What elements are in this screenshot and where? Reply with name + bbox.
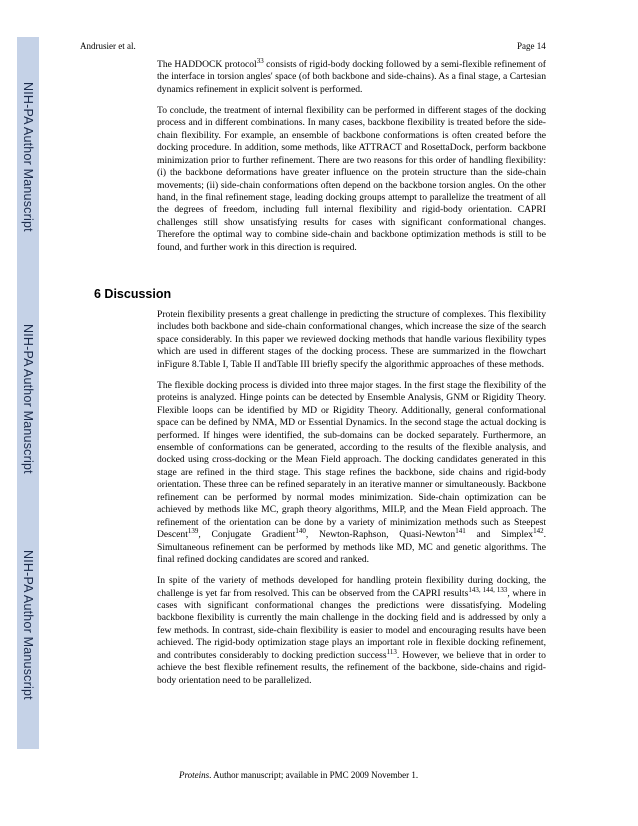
body-column-top <box>157 56 546 263</box>
paragraph-haddock <box>157 56 546 96</box>
paragraph-challenges <box>157 575 546 687</box>
paragraph-discussion-intro: Protein flexibility presents a great challenge in predicting the structure of complexes. This flexibility includes both backbone and side-chain conformational changes, which increase the size of the search space considerably. In this paper we reviewed docking methods that handle various flexibility types which are used in different stages of the docking process. These are summarized in the flowchart inFigure 8.Table I, Table II andTable III briefly specify the algorithmic approaches of these methods. <box>157 309 546 370</box>
text-run: In spite of the variety of methods developed for handling protein flexibility during docking, the challenge is yet far from resolved. This can be observed from the CAPRI results <box>157 575 546 599</box>
text-run: , Newton-Raphson, Quasi-Newton <box>305 529 456 541</box>
paragraph-conclusion: To conclude, the treatment of internal flexibility can be performed in different stages of the docking process and in different combinations. In many cases, backbone flexibility is treated before the side-chain flexibility. For example, an ensemble of backbone conformations is often created before the docking procedure. In addition, some methods, like ATTRACT and RosettaDock, perform backbone minimization prior to further refinement. There are two reasons for this order of handling flexibility: (i) the backbone deformations have greater influence on the protein structure than the side-chain movements; (ii) side-chain conformations often depend on the backbone torsion angles. On the other hand, in the final refinement stage, leading docking groups attempt to parallelize the treatment of all the degrees of freedom, including full internal flexibility and rigid-body orientation. CAPRI challenges still show unsatisfying results for cases with significant conformational changes. Therefore the optimal way to combine side-chain and backbone optimization methods is still to be found, and further work in this direction is required. <box>157 104 546 253</box>
citation-ref: 141 <box>455 527 466 536</box>
citation-ref: 143, 144, 133 <box>468 585 508 594</box>
text-run: , where in cases with significant conformational changes the predictions were dissatisfying. Modeling backbone flexibility is currently the main challenge in the docking field and is addressed by only a few methods. In contrast, side-chain flexibility is easier to model and encouraging results have been achieved. The rigid-body optimization stage plays an important role in flexible docking refinement, and contributes considerably to docking prediction success <box>157 587 546 661</box>
text-run: The HADDOCK protocol <box>157 59 257 70</box>
page-number: Page 14 <box>517 41 546 51</box>
paragraph-docking-stages <box>157 380 546 567</box>
text-run: , Conjugate Gradient <box>198 529 296 541</box>
nih-pa-sidebar <box>17 37 39 749</box>
text-run: consists of rigid-body docking followed by a semi-flexible refinement of the interface in torsion angles' space (of both backbone and side-chains). As a final stage, a Cartesian dynamics refinement in explicit solvent is performed. <box>157 59 546 95</box>
text-run: . Simultaneous refinement can be performed by methods like MD, MC and genetic algorithms. The final refined docking candidates are scored and ranked. <box>157 529 546 566</box>
text-run: . However, we believe that in order to achieve the best flexible refinement results, the refinement of the backbone, side-chains and rigid-body orientation need to be parallelized. <box>157 649 546 686</box>
body-column-discussion <box>157 309 546 696</box>
journal-name: Proteins <box>179 770 210 780</box>
citation-ref: 33 <box>256 56 264 65</box>
sidebar-label-bottom: NIH-PA Author Manuscript <box>21 550 35 700</box>
section-heading-discussion: 6 Discussion <box>94 287 172 301</box>
text-run: and Simplex <box>465 529 534 541</box>
citation-ref: 142 <box>533 527 544 536</box>
text-run: The flexible docking process is divided into three major stages. In the first stage the flexibility of the proteins is analyzed. Hinge points can be detected by Ensemble Analysis, GNM or Rigidity Theory. Flexible loops can be identified by MD or Rigidity Theory. Additionally, general conformational space can be defined by NMA, MD or Essential Dynamics. In the second stage the actual docking is performed. If hinges were identified, the sub-domains can be docked separately. Furthermore, an ensemble of conformations can be generated, according to the results of the flexible analysis, and docked using cross-docking or the Mean Field approach. The docking candidates generated in this stage are refined in the third stage. This stage refines the backbone, side chains and rigid-body orientation. These three can be refined separately in an iterative manner or simultaneously. Backbone refinement can be performed by normal modes minimization. Side-chain optimization can be achieved by methods like MC, graph theory algorithms, MILP, and the Mean Field approach. The refinement of the orientation can be done by a variety of minimization methods such as Steepest Descent <box>157 379 546 541</box>
citation-ref: 113 <box>386 647 397 656</box>
citation-ref: 139 <box>187 527 199 536</box>
sidebar-label-top: NIH-PA Author Manuscript <box>21 82 35 232</box>
page-footer <box>179 770 418 780</box>
citation-ref: 140 <box>295 527 306 536</box>
running-header-authors: Andrusier et al. <box>80 41 136 51</box>
footer-text: . Author manuscript; available in PMC 2009 November 1. <box>209 770 419 780</box>
sidebar-label-middle: NIH-PA Author Manuscript <box>21 324 35 474</box>
